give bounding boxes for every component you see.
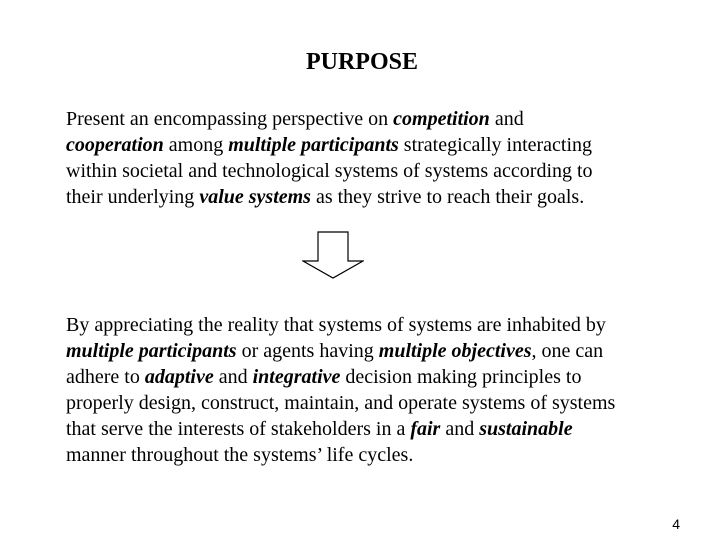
page-number: 4 <box>672 516 680 532</box>
text-run: adhere to <box>66 366 145 388</box>
text-run: strategically interacting <box>398 134 593 156</box>
text-run: as they strive to reach their goals. <box>310 186 585 208</box>
emphasis-term: sustainable <box>479 418 573 440</box>
emphasis-term: cooperation <box>66 134 164 156</box>
emphasis-term: multiple participants <box>228 134 399 156</box>
text-run: their underlying <box>66 186 200 208</box>
text-run: among <box>163 134 229 156</box>
text-run: within societal and technological systems of systems according to <box>66 160 593 182</box>
text-run: By appreciating the reality that systems of systems are inhabited by <box>66 314 606 336</box>
text-run: or agents having <box>236 340 379 362</box>
approach-paragraph <box>66 312 686 468</box>
paragraph-line <box>66 132 686 158</box>
emphasis-term: multiple participants <box>66 340 237 362</box>
text-run: properly design, construct, maintain, and operate systems of systems <box>66 392 616 414</box>
emphasis-term: competition <box>393 108 490 130</box>
text-run: and <box>489 108 524 130</box>
paragraph-line <box>66 390 686 416</box>
down-arrow-icon <box>302 231 364 279</box>
text-run: decision making principles to <box>340 366 582 388</box>
text-run: , one can <box>531 340 604 362</box>
slide-title: PURPOSE <box>305 49 418 75</box>
text-run: manner throughout the systems’ life cycles. <box>66 444 414 466</box>
text-run: and <box>440 418 480 440</box>
text-run: Present an encompassing perspective on <box>66 108 394 130</box>
text-run: and <box>213 366 253 388</box>
paragraph-line <box>66 184 686 210</box>
emphasis-term: multiple objectives <box>378 340 532 362</box>
paragraph-line <box>66 312 686 338</box>
paragraph-line <box>66 442 686 468</box>
emphasis-term: value systems <box>199 186 311 208</box>
paragraph-line <box>66 416 686 442</box>
paragraph-line <box>66 338 686 364</box>
emphasis-term: integrative <box>252 366 341 388</box>
paragraph-line <box>66 158 686 184</box>
text-run: that serve the interests of stakeholders in a <box>66 418 411 440</box>
purpose-paragraph <box>66 106 686 210</box>
paragraph-line <box>66 364 686 390</box>
emphasis-term: fair <box>410 418 441 440</box>
paragraph-line <box>66 106 686 132</box>
emphasis-term: adaptive <box>144 366 214 388</box>
